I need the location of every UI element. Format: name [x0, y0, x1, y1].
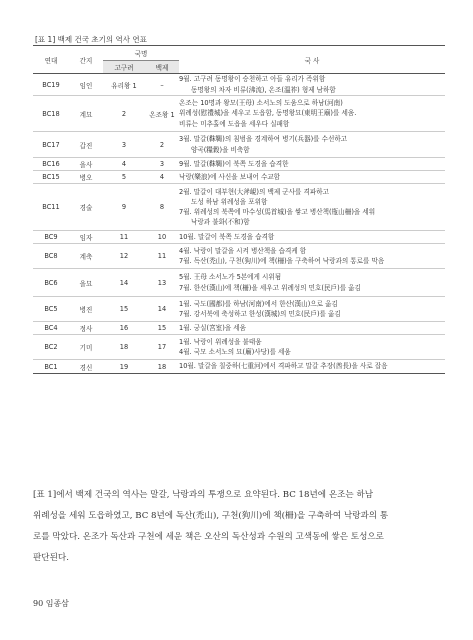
cell-era: BC4 [44, 324, 58, 332]
table-row [33, 96, 445, 132]
cell-baekje: 18 [157, 362, 167, 371]
body-line: 로를 막았다. 온조가 독산과 구천에 세운 책은 오산의 독산성과 수원의 고색동에 쌓은 토성으로 [33, 532, 384, 542]
body-paragraph [33, 485, 445, 569]
cell-era: BC9 [44, 233, 58, 241]
event-line: 1월. 국도(國都)를 하남(河南)에서 한산(漢山)으로 옮김 [179, 299, 338, 308]
cell-goguryeo: 18 [119, 343, 129, 351]
header-era: 연대 [44, 56, 58, 65]
cell-goguryeo: 9 [121, 203, 127, 211]
table-row [33, 297, 445, 322]
cell-events [179, 74, 445, 96]
event-line: 4월. 국모 소서노의 묘(廟)사당)를 세움 [179, 348, 291, 356]
cell-ganji: 을묘 [79, 279, 93, 288]
cell-events [179, 335, 445, 360]
event-line: 7월. 강서북에 축성하고 한성(漢城)의 민호(民戶)를 옮김 [179, 310, 341, 318]
table-caption: [표 1] 백제 건국 초기의 역사 연표 [35, 35, 147, 44]
table-row [33, 231, 445, 244]
cell-goguryeo: 19 [119, 362, 129, 371]
event-line: 2월. 말갈이 대부현(大斧峴)의 백제 군사를 격파하고 [179, 187, 329, 196]
table-row [33, 322, 445, 335]
cell-goguryeo: 2 [121, 109, 127, 118]
cell-goguryeo: 11 [119, 233, 129, 241]
event-line: 5월. 王母 소서노가 5본에게 시위됨 [179, 273, 282, 282]
cell-era: BC11 [42, 203, 60, 211]
cell-ganji: 기미 [79, 344, 93, 352]
cell-era: BC6 [44, 278, 58, 287]
cell-era: BC16 [42, 160, 60, 168]
event-line: 비류는 미추홀에 도읍을 세우다 실패함 [179, 119, 290, 128]
cell-era: BC19 [42, 80, 60, 89]
cell-events [179, 360, 445, 374]
event-line: 낙랑과 불화(不和)함 [191, 218, 250, 227]
header-goguryeo: 고구려 [103, 61, 145, 74]
cell-baekje: 15 [157, 324, 167, 332]
cell-era: BC17 [42, 140, 60, 149]
cell-events [179, 171, 445, 184]
cell-era: BC2 [44, 343, 58, 351]
cell-events [179, 96, 445, 132]
header-reign: 국명 [103, 46, 179, 61]
event-line: 10월. 말갈을 칠중하(七重河)에서 격파하고 말갈 추장(酋長)을 사로 잡음 [179, 362, 388, 371]
event-line: 동명왕의 차자 비류(沸流), 온조(溫祚) 형제 남하함 [191, 85, 336, 94]
cell-events [179, 158, 445, 171]
cell-events [179, 184, 445, 231]
cell-baekje: 17 [157, 343, 167, 351]
cell-baekje: 온조왕 1 [149, 110, 175, 119]
cell-ganji: 임자 [79, 234, 93, 242]
cell-goguryeo: 15 [119, 305, 129, 313]
event-line: 7월. 독산(禿山), 구천(狗川)에 책(柵)을 구축하여 낙랑과의 통로를 막음 [179, 257, 385, 265]
cell-ganji: 경신 [79, 363, 93, 372]
cell-goguryeo: 4 [121, 160, 127, 168]
table-row [33, 132, 445, 158]
cell-events [179, 297, 445, 322]
cell-ganji: 계축 [79, 253, 93, 261]
cell-ganji: 갑진 [79, 141, 93, 150]
body-line: 판단된다. [33, 553, 69, 563]
table-row [33, 171, 445, 184]
history-timeline-table [33, 45, 445, 374]
table-row [33, 360, 445, 374]
event-line: 양곡(糧穀)을 비축함 [191, 145, 250, 154]
cell-baekje: 8 [159, 203, 165, 211]
cell-baekje: 10 [157, 233, 167, 241]
event-line: 도성 하남 위례성을 포위함 [191, 197, 268, 206]
event-line: 1월. 궁실(宮室)을 세움 [179, 323, 247, 332]
cell-goguryeo: 3 [121, 140, 127, 149]
event-line: 7월. 위례성의 북쪽에 마수성(馬首城)을 쌓고 병산책(甁山柵)을 세워 [179, 208, 376, 216]
cell-ganji: 병진 [79, 306, 93, 314]
table-row [33, 158, 445, 171]
cell-events [179, 322, 445, 335]
cell-goguryeo: 16 [119, 324, 129, 332]
event-line: 1월. 낙랑이 위례성을 불태움 [179, 337, 262, 346]
cell-ganji: 임인 [79, 81, 93, 90]
table-row [33, 335, 445, 360]
cell-era: BC18 [42, 109, 60, 118]
header-baekje: 백제 [145, 61, 179, 74]
header-events: 국 사 [304, 56, 320, 65]
event-line: 10월. 말갈이 북쪽 도경을 습격함 [179, 232, 275, 241]
cell-ganji: 계묘 [79, 110, 93, 119]
event-line: 4월. 낙랑이 말갈을 시켜 병산책을 습격케 함 [179, 246, 307, 255]
cell-era: BC8 [44, 252, 58, 260]
table-row [33, 74, 445, 96]
body-line: [표 1]에서 백제 건국의 역사는 말갈, 낙랑과의 투쟁으로 요약된다. BC 18년에 온조는 하남 [33, 490, 374, 500]
cell-baekje: 14 [157, 305, 167, 313]
cell-era: BC1 [44, 362, 58, 371]
cell-goguryeo: 14 [119, 278, 129, 287]
table-row [33, 244, 445, 269]
cell-goguryeo: 5 [121, 173, 127, 181]
event-line: 낙랑(樂浪)에 사신을 보내어 수교함 [179, 172, 281, 181]
cell-ganji: 경술 [79, 204, 93, 212]
cell-events [179, 231, 445, 244]
event-line: 7월. 한산(漢山)에 책(柵)을 세우고 위례성의 민호(民戶)를 옮김 [179, 283, 361, 292]
cell-ganji: 정사 [79, 325, 93, 333]
cell-goguryeo: 유리왕 1 [111, 81, 137, 90]
table-row [33, 184, 445, 231]
cell-era: BC5 [44, 305, 58, 313]
cell-baekje: 11 [157, 252, 167, 260]
cell-events [179, 269, 445, 297]
cell-ganji: 을사 [79, 161, 93, 169]
event-line: 위례성(慰禮城)을 세우고 도읍함, 동명왕묘(東明王廟)를 세움. [179, 109, 357, 118]
cell-ganji: 병오 [79, 174, 93, 182]
page-footer: 90 임종삼 [33, 599, 69, 608]
cell-baekje: 3 [159, 160, 165, 168]
cell-era: BC15 [42, 173, 60, 181]
header-ganji: 간지 [79, 56, 93, 65]
cell-baekje: – [160, 80, 164, 89]
body-line: 위례성을 세워 도읍하였고, BC 8년에 독산(禿山), 구천(狗川)에 책(柵)을 구축하여 낙랑과의 통 [33, 511, 389, 521]
cell-events [179, 244, 445, 269]
event-line: 9월. 고구려 동명왕이 승천하고 아들 유리가 즉위함 [179, 75, 326, 84]
cell-baekje: 4 [159, 173, 165, 181]
event-line: 3월. 말갈(靺鞨)의 침범을 경계하여 병기(兵器)를 수선하고 [179, 135, 348, 144]
event-line: 9월. 말갈(靺鞨)이 북쪽 도경을 습격한 [179, 159, 289, 168]
cell-goguryeo: 12 [119, 252, 129, 260]
cell-baekje: 13 [157, 278, 167, 287]
cell-baekje: 2 [159, 140, 165, 149]
table-row [33, 269, 445, 297]
event-line: 온조는 10명과 왕모(王母) 소서노의 도움으로 하남(河南) [179, 99, 343, 108]
cell-events [179, 132, 445, 158]
